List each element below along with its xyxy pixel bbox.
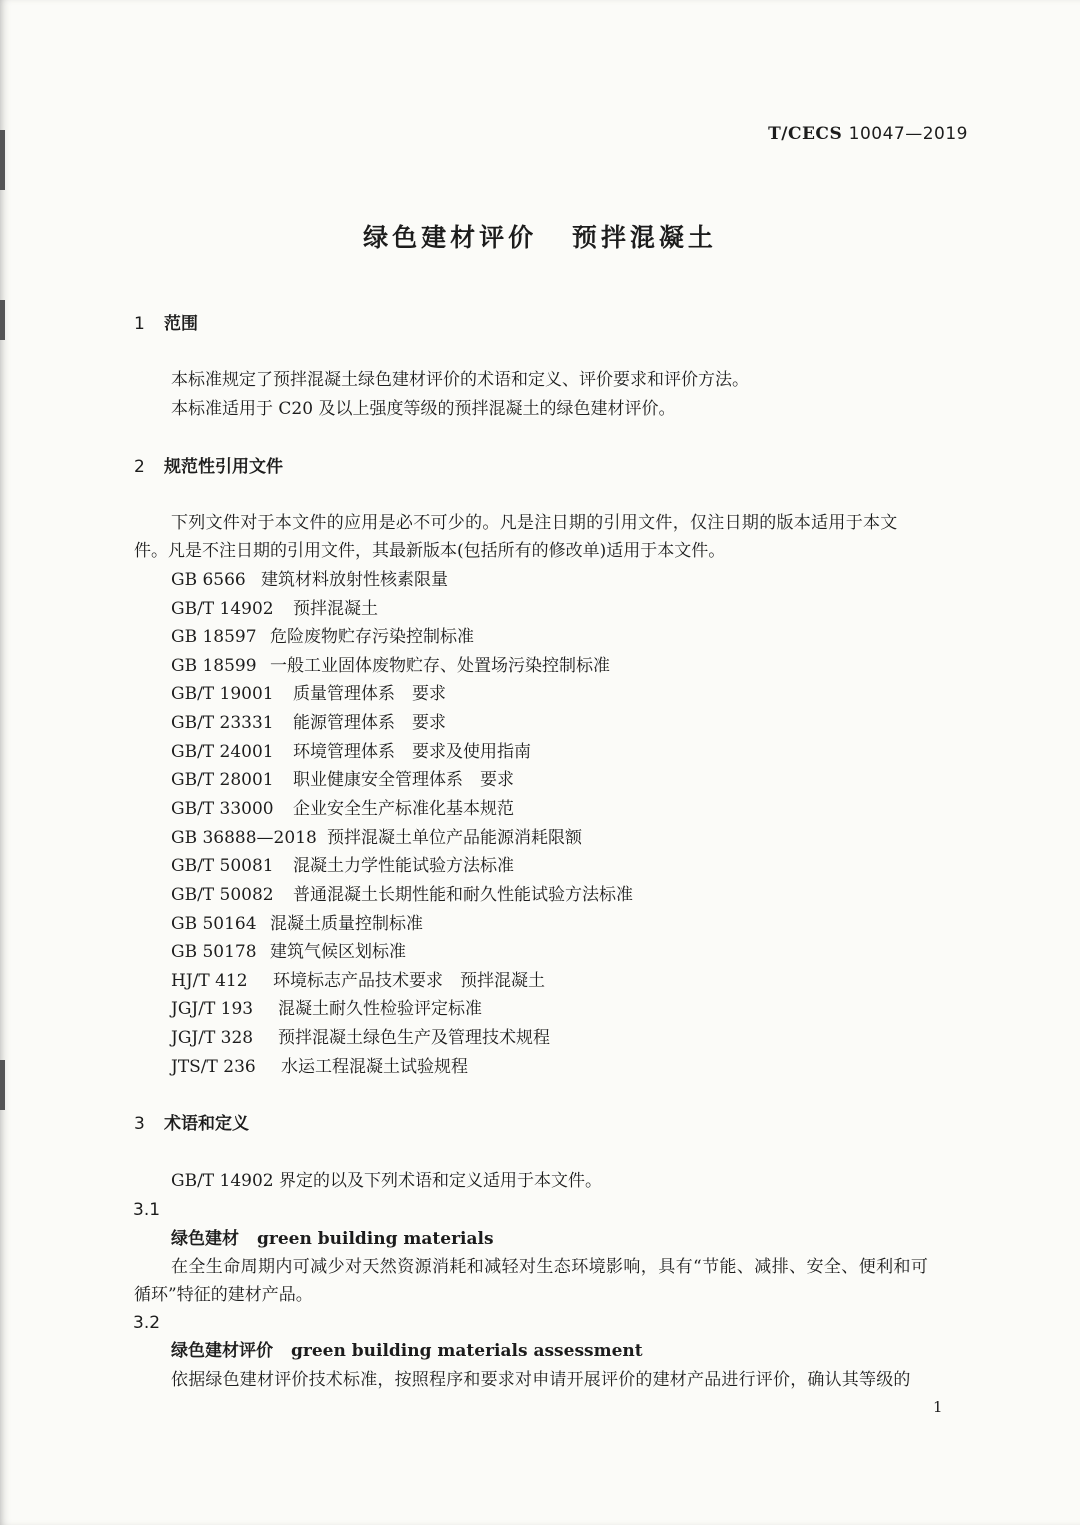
standard-number: 10047—2019 [848, 124, 968, 144]
scan-edge-mark [0, 300, 5, 340]
section-heading-3: 3 术语和定义 [134, 1114, 249, 1134]
document-title: 绿色建材评价 预拌混凝土 [363, 223, 717, 252]
reference-item: JTS/T 236 水运工程混凝土试验规程 [171, 1057, 468, 1077]
reference-item: GB 18599 一般工业固体废物贮存、处置场污染控制标准 [171, 656, 610, 676]
reference-item: JGJ/T 193 混凝土耐久性检验评定标准 [171, 999, 482, 1019]
page-number: 1 [933, 1398, 943, 1416]
standard-code [768, 124, 968, 144]
reference-item: GB 6566 建筑材料放射性核素限量 [171, 570, 448, 590]
reference-item: GB/T 50082 普通混凝土长期性能和耐久性能试验方法标准 [171, 885, 633, 905]
section-heading-1: 1 范围 [134, 314, 198, 334]
reference-item: GB 36888—2018 预拌混凝土单位产品能源消耗限额 [171, 828, 582, 848]
reference-item: GB 50164 混凝土质量控制标准 [171, 914, 423, 934]
paragraph: 本标准适用于 C20 及以上强度等级的预拌混凝土的绿色建材评价。 [171, 399, 676, 419]
term-definition: 循环”特征的建材产品。 [134, 1285, 313, 1305]
standard-prefix: T/CECS [768, 124, 843, 144]
term-definition: 依据绿色建材评价技术标准，按照程序和要求对申请开展评价的建材产品进行评价，确认其等级的 [171, 1370, 911, 1390]
paragraph: 下列文件对于本文件的应用是必不可少的。凡是注日期的引用文件，仅注日期的版本适用于本文 [171, 513, 898, 533]
paragraph: 本标准规定了预拌混凝土绿色建材评价的术语和定义、评价要求和评价方法。 [171, 370, 749, 390]
reference-item: GB/T 33000 企业安全生产标准化基本规范 [171, 799, 514, 819]
paragraph: GB/T 14902 界定的以及下列术语和定义适用于本文件。 [171, 1171, 603, 1191]
reference-item: GB/T 24001 环境管理体系 要求及使用指南 [171, 742, 531, 762]
reference-item: GB/T 23331 能源管理体系 要求 [171, 713, 446, 733]
subsection-number: 3.2 [133, 1313, 161, 1333]
section-heading-2: 2 规范性引用文件 [134, 457, 283, 477]
subsection-number: 3.1 [133, 1200, 161, 1220]
scan-edge-mark [0, 1060, 5, 1110]
reference-item: JGJ/T 328 预拌混凝土绿色生产及管理技术规程 [171, 1028, 550, 1048]
reference-item: GB/T 28001 职业健康安全管理体系 要求 [171, 770, 514, 790]
reference-item: GB/T 19001 质量管理体系 要求 [171, 684, 446, 704]
reference-item: GB 50178 建筑气候区划标准 [171, 942, 406, 962]
term-heading: 绿色建材评价 green building materials assessment [171, 1341, 643, 1361]
reference-item: GB 18597 危险废物贮存污染控制标准 [171, 627, 474, 647]
reference-item: GB/T 50081 混凝土力学性能试验方法标准 [171, 856, 514, 876]
term-heading: 绿色建材 green building materials [171, 1229, 494, 1249]
paragraph: 件。凡是不注日期的引用文件，其最新版本(包括所有的修改单)适用于本文件。 [134, 541, 726, 561]
reference-item: GB/T 14902 预拌混凝土 [171, 599, 378, 619]
reference-item: HJ/T 412 环境标志产品技术要求 预拌混凝土 [171, 971, 545, 991]
term-definition: 在全生命周期内可减少对天然资源消耗和减轻对生态环境影响，具有“节能、减排、安全、便利和可 [171, 1257, 929, 1277]
scan-edge-mark [0, 130, 5, 190]
